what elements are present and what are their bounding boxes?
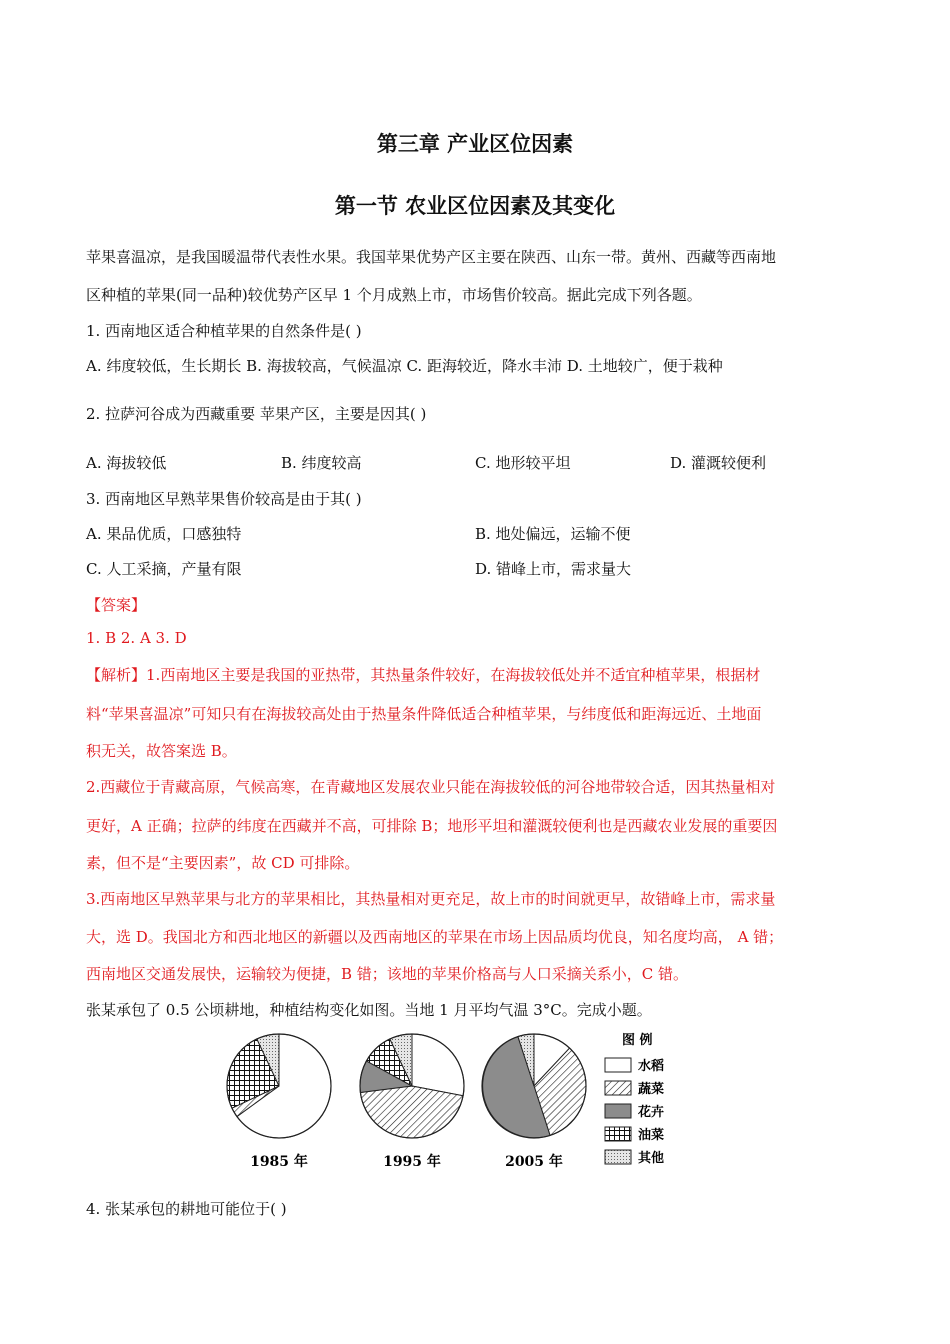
analysis-p3-line1: 3.西南地区早熟苹果与北方的苹果相比，其热量相对更充足，故上市的时间就更早，故错峰上市，需求量 [86, 890, 776, 908]
q2-option-b: B. 纬度较高 [281, 454, 362, 472]
material1-line2: 区种植的苹果(同一品种)较优势产区早 1 个月成熟上市，市场售价较高。据此完成下列各题。 [86, 286, 702, 304]
legend-swatch-其他 [605, 1150, 631, 1164]
answer-label: 【答案】 [86, 596, 147, 614]
q3-stem: 3. 西南地区早熟苹果售价较高是由于其( ) [86, 490, 362, 508]
answer-values: 1. B 2. A 3. D [86, 629, 187, 647]
q2-option-a: A. 海拔较低 [86, 454, 167, 472]
q3-option-c: C. 人工采摘，产量有限 [86, 560, 242, 578]
legend-swatch-水稻 [605, 1058, 631, 1072]
q1-stem: 1. 西南地区适合种植苹果的自然条件是( ) [86, 322, 362, 340]
analysis-p1-line2: 料“苹果喜温凉”可知只有在海拔较高处由于热量条件降低适合种植苹果，与纬度低和距海远近、土地面 [86, 705, 762, 723]
material2: 张某承包了 0.5 公顷耕地，种植结构变化如图。当地 1 月平均气温 3°C。完成小题。 [86, 1001, 652, 1019]
legend-label-水稻: 水稻 [638, 1059, 665, 1074]
q2-option-c: C. 地形较平坦 [475, 454, 571, 472]
pie-slice-2-水稻 [412, 1034, 464, 1096]
analysis-p3-line3: 西南地区交通发展快，运输较为便捷，B 错；该地的苹果价格高与人口采摘关系小，C 错。 [86, 965, 689, 983]
legend-swatch-油菜 [605, 1127, 631, 1141]
analysis-p3-line2: 大，选 D。我国北方和西北地区的新疆以及西南地区的苹果在市场上因品质均优良，知名度均高， A 错； [86, 928, 784, 946]
legend-label-油菜: 油菜 [638, 1128, 665, 1143]
q4-stem: 4. 张某承包的耕地可能位于( ) [86, 1200, 287, 1218]
chapter-title: 第三章 产业区位因素 [376, 131, 574, 156]
q3-option-d: D. 错峰上市，需求量大 [475, 560, 632, 578]
analysis-label: 【解析】 [86, 666, 147, 684]
legend-swatch-蔬菜 [605, 1081, 631, 1095]
analysis-p2-line2: 更好，A 正确；拉萨的纬度在西藏并不高，可排除 B；地形平坦和灌溉较便利也是西藏农业发展的重要因 [86, 817, 778, 835]
material1-line1: 苹果喜温凉，是我国暖温带代表性水果。我国苹果优势产区主要在陕西、山东一带。黄州、西藏等西南地 [86, 248, 777, 266]
legend-label-其他: 其他 [638, 1151, 665, 1166]
legend-label-花卉: 花卉 [638, 1105, 665, 1120]
q3-option-a: A. 果品优质，口感独特 [86, 525, 242, 543]
q1-options: A. 纬度较低，生长期长 B. 海拔较高，气候温凉 C. 距海较近，降水丰沛 D. 土地较广，便于栽种 [86, 357, 723, 375]
pie-slice-2-蔬菜 [360, 1086, 463, 1138]
q2-stem: 2. 拉萨河谷成为西藏重要 苹果产区，主要是因其( ) [86, 405, 427, 423]
pie-label-2: 1995 年 [383, 1154, 441, 1170]
analysis-p2-line1: 2.西藏位于青藏高原，气候高寒，在青藏地区发展农业只能在海拔较低的河谷地带较合适，因其热量相对 [86, 778, 776, 796]
pie-label-1: 1985 年 [250, 1154, 308, 1170]
legend-swatch-花卉 [605, 1104, 631, 1118]
section-title: 第一节 农业区位因素及其变化 [334, 193, 616, 218]
q3-option-b: B. 地处偏远，运输不便 [475, 525, 631, 543]
analysis-p1-line1: 【解析】1.西南地区主要是我国的亚热带，其热量条件较好，在海拔较低处并不适宜种植苹果，根据材 [86, 666, 761, 684]
pie-chart-figure [224, 1030, 694, 1175]
legend-title: 图 例 [622, 1033, 653, 1048]
analysis-p2-line3: 素，但不是“主要因素”，故 CD 可排除。 [86, 854, 360, 872]
pie-label-3: 2005 年 [505, 1154, 563, 1170]
q2-option-d: D. 灌溉较便利 [670, 454, 767, 472]
legend-label-蔬菜: 蔬菜 [638, 1082, 665, 1097]
analysis-p1-line3: 积无关，故答案选 B。 [86, 742, 237, 760]
